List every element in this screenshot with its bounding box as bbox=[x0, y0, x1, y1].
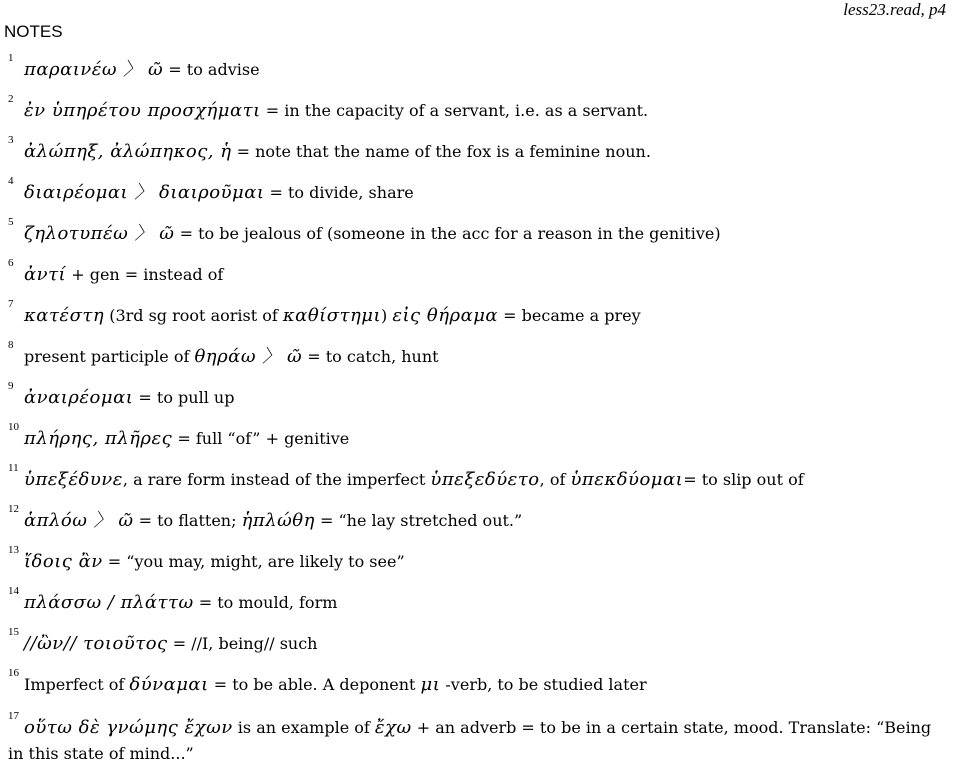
gloss-text: = full “of” + genitive bbox=[172, 429, 350, 448]
note-item bbox=[8, 134, 954, 164]
note-number: 5 bbox=[8, 216, 14, 228]
note-number: 12 bbox=[8, 503, 19, 515]
gloss-text: = //I, being// such bbox=[167, 634, 318, 653]
gloss-text: = to catch, hunt bbox=[302, 347, 439, 366]
gloss-text: (3rd sg root aorist of bbox=[104, 306, 283, 325]
note-number: 1 bbox=[8, 52, 14, 64]
note-item bbox=[8, 298, 954, 328]
greek-term: ἀντί bbox=[24, 264, 67, 285]
page-reference: less23.read, p4 bbox=[843, 0, 946, 19]
gloss-text: = note that the name of the fox is a feminine noun. bbox=[231, 142, 651, 161]
page-heading: NOTES bbox=[4, 22, 63, 41]
greek-term: καθίστημι bbox=[282, 305, 382, 326]
note-number: 14 bbox=[8, 585, 19, 597]
gloss-text: + an adverb = to be in a certain state, mood. Translate: “Being in this state of mind...” bbox=[8, 718, 932, 763]
note-number: 17 bbox=[8, 710, 19, 722]
note-item bbox=[8, 667, 954, 697]
greek-term: ὑπεξεδύετο bbox=[430, 469, 540, 490]
note-item bbox=[8, 421, 954, 451]
greek-term: //ὢν// τοιοῦτος bbox=[24, 633, 168, 654]
greek-term: ζηλοτυπέω 〉 ῶ bbox=[24, 223, 175, 244]
note-item bbox=[8, 503, 954, 533]
greek-term: ἡπλώθη bbox=[241, 510, 315, 531]
greek-term: ἀλώπηξ, ἀλώπηκος, ἡ bbox=[24, 141, 232, 162]
greek-term: ἀναιρέομαι bbox=[24, 387, 134, 408]
greek-term: δύναμαι bbox=[129, 674, 209, 695]
gloss-text: = to slip out of bbox=[683, 470, 804, 489]
note-item bbox=[8, 339, 954, 369]
note-item bbox=[8, 216, 954, 246]
greek-term: ὑπεξέδυνε bbox=[24, 469, 123, 490]
note-number: 3 bbox=[8, 134, 14, 146]
note-number: 7 bbox=[8, 298, 14, 310]
note-number: 10 bbox=[8, 421, 19, 433]
note-item bbox=[8, 462, 954, 492]
gloss-text: = to advise bbox=[163, 60, 260, 79]
note-item bbox=[8, 710, 938, 767]
note-number: 2 bbox=[8, 93, 14, 105]
gloss-text: , a rare form instead of the imperfect bbox=[122, 470, 431, 489]
greek-term: παραινέω 〉 ῶ bbox=[24, 59, 164, 80]
gloss-text: = to be jealous of (someone in the acc for a reason in the genitive) bbox=[174, 224, 721, 243]
greek-term: διαιρέομαι 〉 διαιροῦμαι bbox=[24, 182, 265, 203]
gloss-text: present participle of bbox=[24, 347, 195, 366]
note-item bbox=[8, 52, 954, 82]
note-item bbox=[8, 380, 954, 410]
note-item bbox=[8, 544, 954, 574]
note-item bbox=[8, 93, 954, 123]
greek-term: ἔχω bbox=[374, 717, 412, 738]
note-number: 6 bbox=[8, 257, 14, 269]
gloss-text: + gen = instead of bbox=[66, 265, 224, 284]
greek-term: κατέστη bbox=[24, 305, 105, 326]
note-item bbox=[8, 585, 954, 615]
greek-term: πλάσσω / πλάττω bbox=[24, 592, 194, 613]
gloss-text: = became a prey bbox=[498, 306, 641, 325]
note-item bbox=[8, 626, 954, 656]
greek-term: ὑπεκδύομαι bbox=[570, 469, 684, 490]
gloss-text: is an example of bbox=[232, 718, 375, 737]
note-number: 4 bbox=[8, 175, 14, 187]
gloss-text: ) bbox=[381, 306, 393, 325]
gloss-text: -verb, to be studied later bbox=[440, 675, 647, 694]
note-number: 13 bbox=[8, 544, 19, 556]
note-number: 9 bbox=[8, 380, 14, 392]
note-number: 8 bbox=[8, 339, 14, 351]
greek-term: οὕτω δὲ γνώμης ἔχων bbox=[24, 717, 233, 738]
note-item bbox=[8, 175, 954, 205]
greek-term: μι bbox=[420, 674, 441, 695]
gloss-text: Imperfect of bbox=[24, 675, 130, 694]
gloss-text: = to divide, share bbox=[264, 183, 414, 202]
note-number: 11 bbox=[8, 462, 19, 474]
gloss-text: = in the capacity of a servant, i.e. as a servant. bbox=[260, 101, 649, 120]
note-number: 15 bbox=[8, 626, 19, 638]
gloss-text: = to flatten; bbox=[133, 511, 242, 530]
note-item bbox=[8, 257, 954, 287]
gloss-text: = “you may, might, are likely to see” bbox=[102, 552, 405, 571]
gloss-text: = to pull up bbox=[133, 388, 235, 407]
greek-term: εἰς θήραμα bbox=[392, 305, 499, 326]
note-number: 16 bbox=[8, 667, 19, 679]
greek-term: θηράω 〉 ῶ bbox=[194, 346, 303, 367]
greek-term: ἁπλόω 〉 ῶ bbox=[24, 510, 134, 531]
gloss-text: = to be able. A deponent bbox=[208, 675, 421, 694]
gloss-text: = “he lay stretched out.” bbox=[314, 511, 523, 530]
greek-term: ἐν ὑπηρέτου προσχήματι bbox=[24, 100, 261, 121]
gloss-text: , of bbox=[539, 470, 571, 489]
greek-term: πλήρης, πλῆρες bbox=[24, 428, 173, 449]
gloss-text: = to mould, form bbox=[193, 593, 338, 612]
greek-term: ἴδοις ἂν bbox=[24, 551, 103, 572]
